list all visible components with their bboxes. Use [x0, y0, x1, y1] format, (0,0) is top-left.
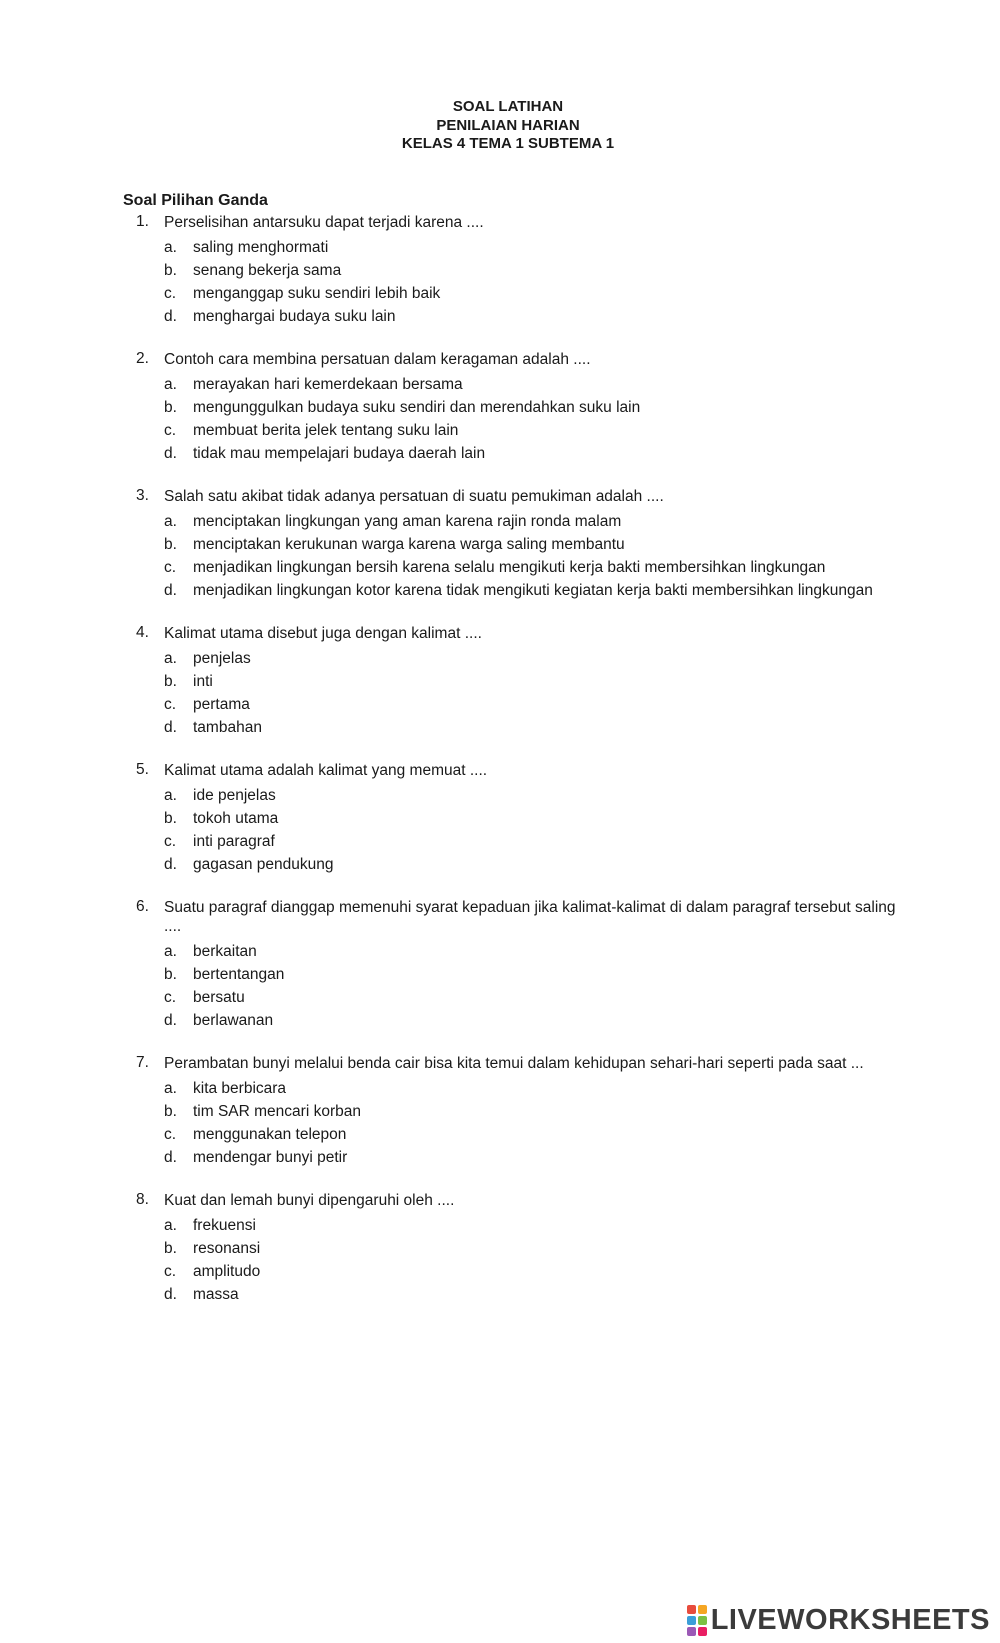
logo-text: LIVEWORKSHEETS — [710, 1604, 990, 1636]
option-letter: b. — [164, 966, 177, 983]
option-text: bertentangan — [193, 966, 285, 983]
option-list — [164, 784, 916, 876]
option-text: gagasan pendukung — [193, 856, 334, 873]
option-letter: a. — [164, 787, 177, 804]
option-text: berlawanan — [193, 1012, 274, 1029]
option-letter: a. — [164, 239, 177, 256]
option-text: tokoh utama — [193, 810, 279, 827]
option-letter: c. — [164, 559, 177, 576]
option-text: senang bekerja sama — [193, 262, 342, 279]
option-letter: c. — [164, 696, 177, 713]
option-list — [164, 1214, 916, 1306]
option-text: tidak mau mempelajari budaya daerah lain — [193, 445, 486, 462]
option-list — [164, 236, 916, 328]
question-number: 2. — [136, 350, 149, 367]
question-list — [136, 213, 916, 1328]
option-letter: c. — [164, 285, 177, 302]
question-1 — [136, 213, 916, 328]
answer-option[interactable] — [164, 853, 916, 876]
question-text: Kalimat utama adalah kalimat yang memuat .... — [164, 762, 488, 779]
answer-option[interactable] — [164, 647, 916, 670]
option-letter: b. — [164, 399, 177, 416]
question-stem — [136, 213, 916, 236]
option-text: menggunakan telepon — [193, 1126, 347, 1143]
option-letter: b. — [164, 1103, 177, 1120]
option-text: resonansi — [193, 1240, 261, 1257]
question-stem — [136, 487, 916, 510]
answer-option[interactable] — [164, 1146, 916, 1169]
question-5 — [136, 761, 916, 876]
question-text: Kalimat utama disebut juga dengan kalimat .... — [164, 625, 482, 642]
option-list — [164, 647, 916, 739]
answer-option[interactable] — [164, 533, 916, 556]
option-letter: a. — [164, 376, 177, 393]
question-text: Suatu paragraf dianggap memenuhi syarat kepaduan jika kalimat-kalimat di dalam paragraf tersebut saling .... — [164, 899, 896, 935]
question-6 — [136, 898, 916, 1032]
title-line-2: PENILAIAN HARIAN — [436, 116, 580, 134]
question-number: 8. — [136, 1191, 149, 1208]
answer-option[interactable] — [164, 716, 916, 739]
answer-option[interactable] — [164, 1260, 916, 1283]
option-letter: c. — [164, 989, 177, 1006]
question-4 — [136, 624, 916, 739]
option-text: menganggap suku sendiri lebih baik — [193, 285, 441, 302]
answer-option[interactable] — [164, 282, 916, 305]
answer-option[interactable] — [164, 986, 916, 1009]
answer-option[interactable] — [164, 784, 916, 807]
option-letter: b. — [164, 810, 177, 827]
answer-option[interactable] — [164, 1077, 916, 1100]
option-text: inti paragraf — [193, 833, 275, 850]
logo-square — [698, 1616, 707, 1625]
option-text: inti — [193, 673, 213, 690]
option-letter: d. — [164, 1286, 177, 1303]
liveworksheets-logo — [687, 1604, 990, 1637]
question-stem — [136, 1191, 916, 1214]
option-letter: b. — [164, 536, 177, 553]
option-list — [164, 510, 916, 602]
question-stem — [136, 1054, 916, 1077]
option-text: mengunggulkan budaya suku sendiri dan merendahkan suku lain — [193, 399, 641, 416]
option-letter: a. — [164, 650, 177, 667]
answer-option[interactable] — [164, 670, 916, 693]
question-7 — [136, 1054, 916, 1169]
answer-option[interactable] — [164, 693, 916, 716]
answer-option[interactable] — [164, 556, 916, 579]
question-text: Perambatan bunyi melalui benda cair bisa kita temui dalam kehidupan sehari-hari seperti pada saat ... — [164, 1055, 864, 1072]
option-text: frekuensi — [193, 1217, 256, 1234]
answer-option[interactable] — [164, 830, 916, 853]
question-8 — [136, 1191, 916, 1306]
option-letter: a. — [164, 1217, 177, 1234]
option-letter: d. — [164, 856, 177, 873]
option-text: amplitudo — [193, 1263, 261, 1280]
option-text: menjadikan lingkungan bersih karena selalu mengikuti kerja bakti membersihkan lingkungan — [193, 559, 826, 576]
logo-mark-icon — [687, 1605, 707, 1636]
question-number: 7. — [136, 1054, 149, 1071]
option-letter: a. — [164, 513, 177, 530]
question-stem — [136, 624, 916, 647]
answer-option[interactable] — [164, 373, 916, 396]
option-list — [164, 373, 916, 465]
question-stem — [136, 350, 916, 373]
option-list — [164, 940, 916, 1032]
answer-option[interactable] — [164, 1100, 916, 1123]
option-letter: d. — [164, 445, 177, 462]
section-heading: Soal Pilihan Ganda — [123, 192, 268, 209]
option-letter: b. — [164, 673, 177, 690]
question-2 — [136, 350, 916, 465]
option-letter: d. — [164, 719, 177, 736]
logo-square — [687, 1616, 696, 1625]
option-text: penjelas — [193, 650, 251, 667]
option-list — [164, 1077, 916, 1169]
option-letter: c. — [164, 422, 177, 439]
answer-option[interactable] — [164, 259, 916, 282]
title-line-3: KELAS 4 TEMA 1 SUBTEMA 1 — [401, 135, 615, 152]
option-letter: d. — [164, 582, 177, 599]
question-text: Contoh cara membina persatuan dalam keragaman adalah .... — [164, 351, 591, 368]
option-text: kita berbicara — [193, 1080, 287, 1097]
option-text: menciptakan lingkungan yang aman karena rajin ronda malam — [193, 513, 622, 530]
question-number: 6. — [136, 898, 149, 915]
logo-square — [687, 1627, 696, 1636]
logo-square — [687, 1605, 696, 1614]
option-letter: b. — [164, 1240, 177, 1257]
question-text: Salah satu akibat tidak adanya persatuan di suatu pemukiman adalah .... — [164, 488, 664, 505]
question-stem — [136, 898, 916, 940]
option-text: bersatu — [193, 989, 245, 1006]
answer-option[interactable] — [164, 419, 916, 442]
option-letter: d. — [164, 1012, 177, 1029]
logo-square — [698, 1627, 707, 1636]
option-text: mendengar bunyi petir — [193, 1149, 348, 1166]
title-block — [0, 98, 1000, 154]
option-letter: b. — [164, 262, 177, 279]
question-number: 4. — [136, 624, 149, 641]
title-line-1: SOAL LATIHAN — [452, 98, 564, 115]
answer-option[interactable] — [164, 1214, 916, 1237]
option-text: tim SAR mencari korban — [193, 1103, 361, 1120]
option-text: massa — [193, 1286, 239, 1303]
question-text: Kuat dan lemah bunyi dipengaruhi oleh .... — [164, 1192, 455, 1209]
answer-option[interactable] — [164, 579, 916, 602]
option-text: menghargai budaya suku lain — [193, 308, 396, 325]
option-text: merayakan hari kemerdekaan bersama — [193, 376, 463, 393]
option-text: berkaitan — [193, 943, 257, 960]
answer-option[interactable] — [164, 963, 916, 986]
option-letter: a. — [164, 943, 177, 960]
answer-option[interactable] — [164, 236, 916, 259]
answer-option[interactable] — [164, 396, 916, 419]
option-letter: d. — [164, 308, 177, 325]
option-text: saling menghormati — [193, 239, 329, 256]
option-letter: a. — [164, 1080, 177, 1097]
option-text: pertama — [193, 696, 250, 713]
option-letter: c. — [164, 1126, 177, 1143]
question-stem — [136, 761, 916, 784]
answer-option[interactable] — [164, 442, 916, 465]
answer-option[interactable] — [164, 305, 916, 328]
question-text: Perselisihan antarsuku dapat terjadi karena .... — [164, 214, 484, 231]
answer-option[interactable] — [164, 1237, 916, 1260]
logo-square — [698, 1605, 707, 1614]
answer-option[interactable] — [164, 510, 916, 533]
option-text: membuat berita jelek tentang suku lain — [193, 422, 459, 439]
option-text: menciptakan kerukunan warga karena warga saling membantu — [193, 536, 625, 553]
answer-option[interactable] — [164, 940, 916, 963]
option-letter: d. — [164, 1149, 177, 1166]
option-letter: c. — [164, 1263, 177, 1280]
option-letter: c. — [164, 833, 177, 850]
question-number: 1. — [136, 213, 149, 230]
option-text: menjadikan lingkungan kotor karena tidak mengikuti kegiatan kerja bakti membersihkan lingkungan — [193, 582, 873, 599]
option-text: ide penjelas — [193, 787, 276, 804]
question-number: 5. — [136, 761, 149, 778]
answer-option[interactable] — [164, 1123, 916, 1146]
answer-option[interactable] — [164, 1009, 916, 1032]
question-number: 3. — [136, 487, 149, 504]
answer-option[interactable] — [164, 807, 916, 830]
question-3 — [136, 487, 916, 602]
answer-option[interactable] — [164, 1283, 916, 1306]
option-text: tambahan — [193, 719, 262, 736]
